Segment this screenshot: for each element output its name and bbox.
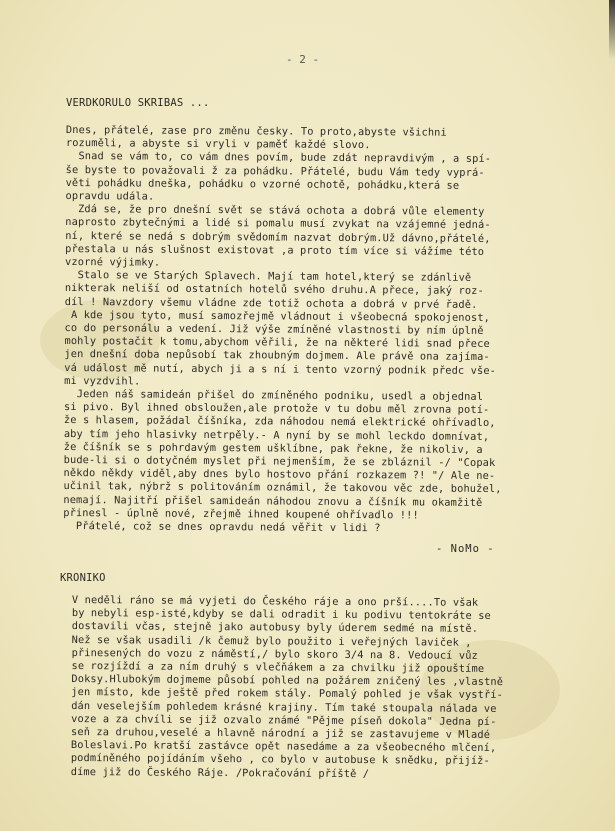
article-body-kroniko: V neděli ráno se má vyjeti do Českého ráje a ono prší....To však by nebyli esp-isté,kdyby se dali odradit i ku podivu tentokráte se dostavili včas, stejně jako autobusy byly úderem sedmé na místě. Než se však usadili /k čemuž bylo použito i veřejných laviček , přinesených do vozu z náměstí,/ bylo skoro 3/4 na 8. Vedoucí vůz se rozjíždí a za ním druhý s vlečňákem a za chvilku již opouštíme Doksy.Hlubokým dojmeme působí pohled na požárem zničený les ,vlastně jen místo, kde ještě před rokem stály. Pomalý pohled je však vystří- dán veselejším pohledem krásné krajiny. Tím také stoupala nálada ve voze a za chvíli se již ozvalo známé "Pějme píseň dokola" Jedna pí- seň za druhou,veselé a hlavně národní a již se zastavujeme v Mladé Boleslavi.Po kratší zastávce opět nasedáme a za všeobecného mlčení, podmíněného pojídáním všeho , co bylo v autobuse k snědku, přijíž- díme již do Českého Ráje. /Pokračování příště / [70,594,504,780]
article-title-verdkorulo-skribas: VERDKORULO SKRIBAS ... [66,97,210,109]
article-body-verdkorulo-skribas: Dnes, přátelé, zase pro změnu česky. To proto,abyste všichni rozuměli, a abyste si vryli v paměť každé slovo. Snad se vám to, co vám dnes povím, bude zdát nepravdivým , a spí- še byste to považovali ž za pohádku. Přátelé, budu Vám tedy vyprá- věti pohádku dneška, pohádku o vzorné ochotě, pohádku,která se opravdu udála. Zdá se, že pro dnešní svět se stává ochota a dobrá vůle elementy naprosto zbytečnými a lidé si pomalu musí zvykat na vzájemné jedná- ní, které se nedá s dobrým svědomím nazvat dobrým.Už dávno,přátelé, přestala u nás slušnost existovat ,a proto tím více si vážíme této vzorné výjimky. Stalo se ve Starých Splavech. Mají tam hotel,který se zdánlivě nikterak neliší od ostatních hotelů svého druhu.A přece, jaký roz- díl ! Navzdory všemu vládne zde totiž ochota a dobrá v prvé řadě. A kde jsou tyto, musí samozřejmě vládnout i všeobecná spokojenost, co do personálu a vedení. Již výše zmíněné vlastnosti by ním úplně mohly postačit k tomu,abychom věřili, že na některé lidi snad přece jen dnešní doba nepůsobí tak zhoubným dojmem. Ale právě ona zajíma- vá událost mě nutí, abych ji a s ní i tento vzorný podnik předc vše- mi vyzdvihl. Jeden náš samideán přišel do zmíněného podniku, usedl a objednal si pivo. Byl ihned obsloužen,ale protože v tu dobu měl zrovna potí- že s hlasem, požádal číšníka, zda náhodou nemá elektrické ohřívadlo, aby tím jeho hlasivky netrpěly.- A nyní by se mohl leckdo domnívat, že číšník se s pohrdavým gestem ušklíbne, pak řekne, že nikoliv, a bude-li si o dotyčném myslet při nejmenším, že se zbláznil -/ "Copak někdo někdy viděl,aby dnes bylo hostovo přání rozkazem ?! "/ Ale ne- učinil tak, nýbrž s politováním oznámil, že takovou věc zde, bohužel, nemají. Najitří přišel samideán náhodou znovu a číšník mu okamžitě přinesl - úplně nové, zřejmě ihned koupené ohřívadlo !!! Přátelé, což se dnes opravdu nedá věřit v lidi ? [63,124,502,535]
article-signature: - NoMo - [436,543,495,555]
page-number: - 2 - [286,53,320,66]
page-edge-mark [609,0,615,60]
article-title-kroniko: KRONIKO [60,572,106,584]
